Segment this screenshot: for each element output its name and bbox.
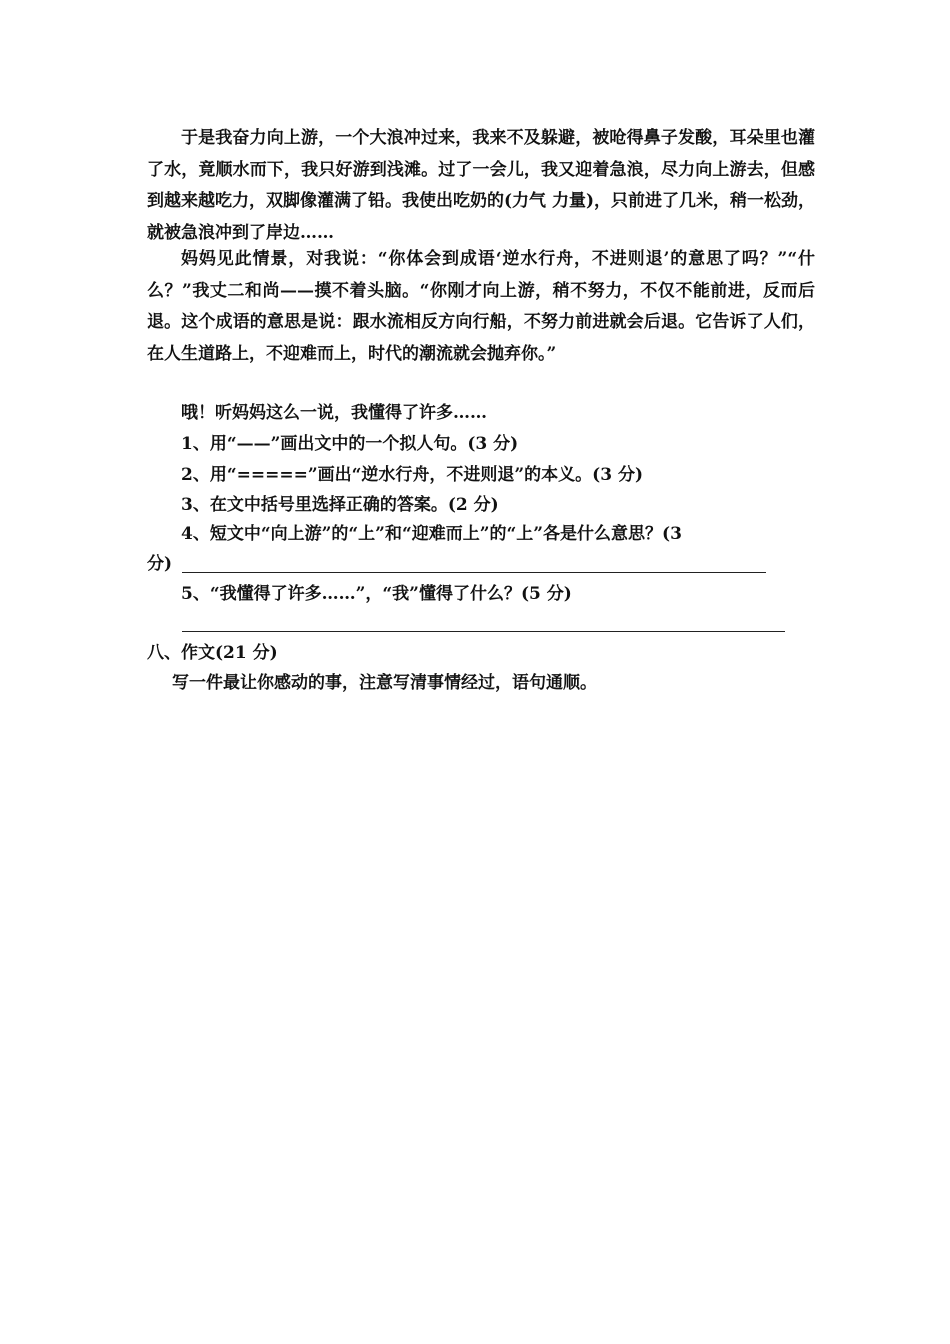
question-4-line-2: 分): [147, 554, 173, 574]
passage-paragraph-3: 哦！听妈妈这么一说，我懂得了许多……: [181, 403, 487, 423]
question-3: 3、在文中括号里选择正确的答案。(2 分): [181, 495, 499, 515]
passage-paragraph-1: 于是我奋力向上游，一个大浪冲过来，我来不及躲避，被呛得鼻子发酸，耳朵里也灌了水，竟顺水而下，我只好游到浅滩。过了一会儿，我又迎着急浪，尽力向上游去，但感到越来越吃力，双脚像灌满了铅。我使出吃奶的(力气 力量)，只前进了几米，稍一松劲，就被急浪冲到了岸边……: [147, 128, 816, 243]
question-4-line-1: 4、短文中“向上游”的“上”和“迎难而上”的“上”各是什么意思？(3: [181, 524, 682, 544]
answer-line-q4[interactable]: [182, 572, 766, 573]
answer-line-q5[interactable]: [182, 631, 785, 632]
section-8-heading: 八、作文(21 分): [147, 643, 278, 663]
section-8-task: 写一件最让你感动的事，注意写清事情经过，语句通顺。: [172, 673, 597, 693]
question-5: 5、“我懂得了许多……”，“我”懂得了什么？(5 分): [181, 584, 572, 604]
question-2: 2、用“=====”画出“逆水行舟，不进则退”的本义。(3 分): [181, 465, 643, 485]
passage-paragraph-2: 妈妈见此情景，对我说：“你体会到成语‘逆水行舟，不进则退’的意思了吗？”“什么？”我丈二和尚——摸不着头脑。“你刚才向上游，稍不努力，不仅不能前进，反而后退。这个成语的意思是说：跟水流相反方向行船，不努力前进就会后退。它告诉了人们，在人生道路上，不迎难而上，时代的潮流就会抛弃你。”: [147, 249, 815, 364]
question-1: 1、用“——”画出文中的一个拟人句。(3 分): [181, 434, 519, 454]
